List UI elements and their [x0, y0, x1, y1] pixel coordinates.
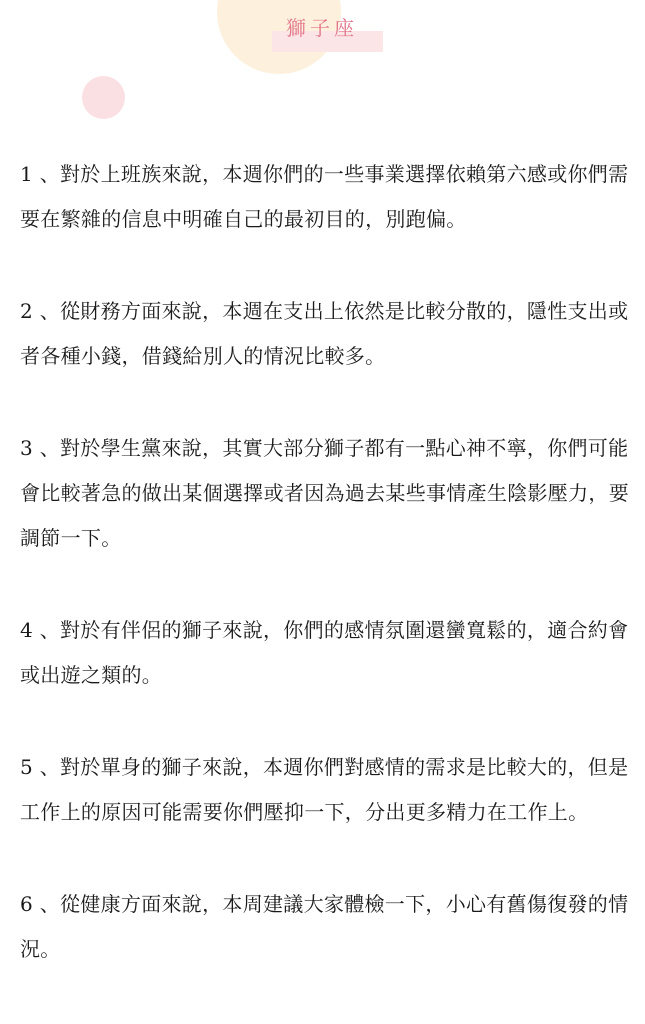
paragraph-1 [20, 152, 632, 242]
page-title: 獅子座 [286, 16, 358, 40]
paragraph-3 [20, 426, 632, 561]
article-body [20, 152, 632, 1019]
paragraph-number: 5 [20, 755, 34, 779]
paragraph-number: 3 [20, 436, 34, 460]
paragraph-text: 、對於有伴侶的獅子來說，你們的感情氛圍還蠻寬鬆的，適合約會或出遊之類的。 [20, 618, 629, 687]
paragraph-number: 4 [20, 618, 34, 642]
paragraph-6 [20, 882, 632, 972]
paragraph-text: 、對於學生黨來說，其實大部分獅子都有一點心神不寧，你們可能會比較著急的做出某個選擇或者因為過去某些事情產生陰影壓力，要調節一下。 [20, 436, 629, 550]
paragraph-number: 2 [20, 299, 34, 323]
decorative-circle-small [82, 76, 125, 119]
paragraph-text: 、從健康方面來說，本周建議大家體檢一下，小心有舊傷復發的情況。 [20, 892, 629, 961]
paragraph-number: 1 [20, 162, 34, 186]
paragraph-number: 6 [20, 892, 34, 916]
paragraph-text: 、對於上班族來說，本週你們的一些事業選擇依賴第六感或你們需要在繁雜的信息中明確自己的最初目的，別跑偏。 [20, 162, 629, 231]
paragraph-text: 、從財務方面來說，本週在支出上依然是比較分散的，隱性支出或者各種小錢，借錢給別人的情況比較多。 [20, 299, 629, 368]
paragraph-4 [20, 608, 632, 698]
paragraph-2 [20, 289, 632, 379]
paragraph-text: 、對於單身的獅子來說，本週你們對感情的需求是比較大的，但是工作上的原因可能需要你們壓抑一下，分出更多精力在工作上。 [20, 755, 629, 824]
paragraph-5 [20, 745, 632, 835]
